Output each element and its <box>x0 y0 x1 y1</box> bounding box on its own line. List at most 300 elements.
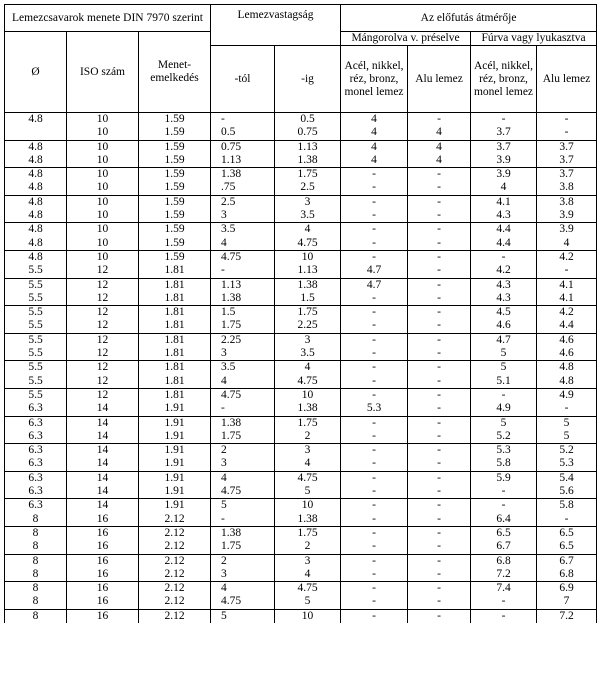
table-row <box>5 540 597 554</box>
cell-iso-number: 16 <box>67 568 139 582</box>
cell-alu-rolled: - <box>408 361 471 375</box>
cell-steel-drilled: 5.1 <box>471 375 537 389</box>
cell-thickness-to: 10 <box>275 499 341 513</box>
cell-thickness-from: 2 <box>211 554 275 568</box>
cell-thickness-from: 3 <box>211 209 275 223</box>
cell-thickness-to: 3 <box>275 554 341 568</box>
cell-thickness-to: 3 <box>275 333 341 347</box>
table-row <box>5 361 597 375</box>
cell-alu-drilled: 6.5 <box>537 526 597 540</box>
cell-diameter: 4.8 <box>5 113 67 127</box>
cell-alu-drilled: 6.5 <box>537 540 597 554</box>
cell-thread-pitch: 1.59 <box>139 250 211 264</box>
cell-thread-pitch: 1.59 <box>139 195 211 209</box>
cell-iso-number: 16 <box>67 526 139 540</box>
header-thread-pitch: Menet-emelkedés <box>139 32 211 113</box>
cell-diameter: 6.3 <box>5 444 67 458</box>
cell-alu-rolled: - <box>408 582 471 596</box>
table-row <box>5 278 597 292</box>
cell-steel-drilled: 4.1 <box>471 195 537 209</box>
cell-steel-drilled: 3.7 <box>471 140 537 154</box>
cell-steel-drilled: 4.4 <box>471 237 537 251</box>
cell-diameter: 4.8 <box>5 168 67 182</box>
cell-thickness-from: 1.75 <box>211 540 275 554</box>
cell-alu-rolled: - <box>408 388 471 402</box>
cell-thickness-to: 1.38 <box>275 402 341 416</box>
header-predrill-group: Az előfutás átmérője <box>341 5 597 32</box>
header-alu-drilled: Alu lemez <box>537 46 597 113</box>
cell-thickness-to: 0.75 <box>275 126 341 140</box>
cell-alu-drilled: - <box>537 513 597 527</box>
cell-diameter: 5.5 <box>5 375 67 389</box>
cell-alu-drilled: 3.7 <box>537 140 597 154</box>
cell-thickness-from: 3 <box>211 347 275 361</box>
cell-alu-drilled: 4.8 <box>537 375 597 389</box>
table-body <box>5 113 597 623</box>
cell-thickness-to: 4.75 <box>275 582 341 596</box>
header-rolled-subgroup: Mángorolva v. préselve <box>341 32 471 46</box>
cell-iso-number: 14 <box>67 444 139 458</box>
cell-diameter: 4.8 <box>5 209 67 223</box>
table-row <box>5 513 597 527</box>
cell-iso-number: 12 <box>67 388 139 402</box>
cell-thread-pitch: 1.81 <box>139 333 211 347</box>
cell-steel-drilled: - <box>471 595 537 609</box>
cell-steel-drilled: 5 <box>471 361 537 375</box>
cell-thickness-to: 3.5 <box>275 209 341 223</box>
cell-thickness-from: 4.75 <box>211 595 275 609</box>
cell-diameter <box>5 126 67 140</box>
cell-alu-rolled: 4 <box>408 154 471 168</box>
cell-diameter: 4.8 <box>5 154 67 168</box>
cell-diameter: 6.3 <box>5 457 67 471</box>
cell-alu-rolled: - <box>408 113 471 127</box>
cell-thread-pitch: 1.81 <box>139 375 211 389</box>
cell-steel-rolled: 4.7 <box>341 264 408 278</box>
cell-thread-pitch: 1.81 <box>139 347 211 361</box>
table-row <box>5 154 597 168</box>
cell-alu-rolled: - <box>408 499 471 513</box>
cell-steel-drilled: - <box>471 485 537 499</box>
cell-thickness-from: - <box>211 113 275 127</box>
cell-steel-rolled: 4 <box>341 154 408 168</box>
cell-iso-number: 16 <box>67 595 139 609</box>
cell-alu-rolled: - <box>408 526 471 540</box>
cell-thickness-to: 5 <box>275 485 341 499</box>
table-row <box>5 595 597 609</box>
cell-alu-drilled: - <box>537 126 597 140</box>
cell-steel-drilled: 5.8 <box>471 457 537 471</box>
cell-iso-number: 14 <box>67 471 139 485</box>
cell-thickness-from: 4 <box>211 375 275 389</box>
header-steel-rolled: Acél, nikkel, réz, bronz, monel lemez <box>341 46 408 113</box>
cell-iso-number: 10 <box>67 250 139 264</box>
cell-diameter: 8 <box>5 595 67 609</box>
cell-thickness-from: 0.5 <box>211 126 275 140</box>
cell-iso-number: 12 <box>67 306 139 320</box>
cell-thread-pitch: 1.59 <box>139 113 211 127</box>
cell-thickness-to: 0.5 <box>275 113 341 127</box>
cell-diameter: 5.5 <box>5 306 67 320</box>
cell-diameter: 6.3 <box>5 430 67 444</box>
cell-diameter: 6.3 <box>5 485 67 499</box>
cell-steel-drilled: - <box>471 250 537 264</box>
cell-thickness-to: 2 <box>275 430 341 444</box>
cell-steel-rolled: - <box>341 181 408 195</box>
cell-steel-drilled: 6.8 <box>471 554 537 568</box>
cell-steel-drilled: 5.2 <box>471 430 537 444</box>
cell-alu-drilled: 5 <box>537 416 597 430</box>
cell-thread-pitch: 2.12 <box>139 582 211 596</box>
header-thickness-to: -ig <box>275 46 341 113</box>
cell-steel-rolled: - <box>341 554 408 568</box>
cell-diameter: 4.8 <box>5 237 67 251</box>
cell-thickness-from: 5 <box>211 609 275 623</box>
cell-steel-rolled: - <box>341 292 408 306</box>
cell-thread-pitch: 1.59 <box>139 181 211 195</box>
cell-steel-rolled: - <box>341 609 408 623</box>
cell-diameter: 8 <box>5 582 67 596</box>
header-steel-drilled: Acél, nikkel, réz, bronz, monel lemez <box>471 46 537 113</box>
table-row <box>5 319 597 333</box>
cell-thickness-from: 2.5 <box>211 195 275 209</box>
cell-iso-number: 12 <box>67 264 139 278</box>
header-thickness-from: -tól <box>211 46 275 113</box>
cell-iso-number: 16 <box>67 540 139 554</box>
cell-alu-rolled: 4 <box>408 140 471 154</box>
cell-alu-rolled: - <box>408 195 471 209</box>
cell-thread-pitch: 2.12 <box>139 540 211 554</box>
cell-alu-drilled: 4.1 <box>537 278 597 292</box>
cell-steel-rolled: - <box>341 444 408 458</box>
cell-alu-drilled: 4.2 <box>537 306 597 320</box>
cell-steel-drilled: 5.3 <box>471 444 537 458</box>
cell-thickness-to: 4.75 <box>275 471 341 485</box>
cell-thread-pitch: 1.91 <box>139 485 211 499</box>
cell-thickness-to: 1.13 <box>275 264 341 278</box>
cell-alu-drilled: 4.8 <box>537 361 597 375</box>
cell-diameter: 6.3 <box>5 471 67 485</box>
table-row <box>5 430 597 444</box>
cell-thickness-to: 1.13 <box>275 140 341 154</box>
cell-thickness-from: 1.75 <box>211 319 275 333</box>
cell-steel-rolled: - <box>341 375 408 389</box>
cell-steel-rolled: - <box>341 416 408 430</box>
cell-iso-number: 14 <box>67 402 139 416</box>
cell-diameter: 4.8 <box>5 195 67 209</box>
cell-steel-rolled: - <box>341 540 408 554</box>
cell-thread-pitch: 1.81 <box>139 306 211 320</box>
cell-steel-rolled: - <box>341 347 408 361</box>
cell-thread-pitch: 2.12 <box>139 595 211 609</box>
cell-alu-rolled: - <box>408 264 471 278</box>
cell-thread-pitch: 1.59 <box>139 209 211 223</box>
cell-thickness-from: 1.38 <box>211 526 275 540</box>
cell-alu-drilled: 5 <box>537 430 597 444</box>
cell-alu-rolled: - <box>408 278 471 292</box>
table-row <box>5 333 597 347</box>
table-row <box>5 264 597 278</box>
cell-iso-number: 16 <box>67 513 139 527</box>
header-thickness-group: Lemezvastagság <box>211 5 341 46</box>
cell-thread-pitch: 1.91 <box>139 430 211 444</box>
cell-alu-drilled: 6.7 <box>537 554 597 568</box>
cell-thickness-from: 4.75 <box>211 250 275 264</box>
cell-alu-drilled: - <box>537 113 597 127</box>
cell-alu-rolled: - <box>408 223 471 237</box>
cell-steel-drilled: 6.5 <box>471 526 537 540</box>
cell-steel-drilled: - <box>471 388 537 402</box>
cell-thickness-from: 3 <box>211 457 275 471</box>
cell-steel-drilled: 4.6 <box>471 319 537 333</box>
cell-iso-number: 14 <box>67 485 139 499</box>
cell-iso-number: 10 <box>67 195 139 209</box>
cell-steel-rolled: - <box>341 237 408 251</box>
cell-thread-pitch: 1.81 <box>139 361 211 375</box>
cell-steel-rolled: - <box>341 168 408 182</box>
cell-thread-pitch: 1.91 <box>139 471 211 485</box>
cell-steel-rolled: 4.7 <box>341 278 408 292</box>
cell-diameter: 6.3 <box>5 499 67 513</box>
table-row <box>5 526 597 540</box>
cell-thickness-to: 4 <box>275 223 341 237</box>
cell-steel-rolled: - <box>341 361 408 375</box>
cell-diameter: 8 <box>5 554 67 568</box>
cell-iso-number: 10 <box>67 209 139 223</box>
table-row <box>5 140 597 154</box>
cell-thickness-from: 3 <box>211 568 275 582</box>
cell-thickness-from: 0.75 <box>211 140 275 154</box>
cell-diameter: 5.5 <box>5 278 67 292</box>
cell-diameter: 8 <box>5 513 67 527</box>
table-row <box>5 306 597 320</box>
table-row <box>5 168 597 182</box>
cell-steel-drilled: 5.9 <box>471 471 537 485</box>
cell-thickness-from: 3.5 <box>211 223 275 237</box>
cell-thickness-to: 4 <box>275 361 341 375</box>
cell-thread-pitch: 2.12 <box>139 609 211 623</box>
cell-steel-drilled: 4.3 <box>471 278 537 292</box>
table-row <box>5 582 597 596</box>
cell-iso-number: 14 <box>67 457 139 471</box>
table-row <box>5 126 597 140</box>
cell-iso-number: 10 <box>67 237 139 251</box>
cell-steel-rolled: - <box>341 333 408 347</box>
cell-thickness-to: 10 <box>275 250 341 264</box>
cell-iso-number: 16 <box>67 609 139 623</box>
cell-thickness-from: 1.5 <box>211 306 275 320</box>
cell-thickness-to: 2 <box>275 540 341 554</box>
cell-steel-drilled: 7.2 <box>471 568 537 582</box>
cell-alu-rolled: - <box>408 375 471 389</box>
header-iso-number: ISO szám <box>67 32 139 113</box>
table-row <box>5 444 597 458</box>
cell-diameter: 6.3 <box>5 416 67 430</box>
cell-thickness-to: 4 <box>275 568 341 582</box>
cell-thickness-to: 1.38 <box>275 278 341 292</box>
cell-iso-number: 16 <box>67 582 139 596</box>
cell-thickness-from: - <box>211 264 275 278</box>
cell-steel-drilled: - <box>471 113 537 127</box>
cell-alu-drilled: 4.1 <box>537 292 597 306</box>
cell-steel-drilled: 4.5 <box>471 306 537 320</box>
cell-alu-rolled: - <box>408 568 471 582</box>
cell-thickness-from: 1.13 <box>211 278 275 292</box>
cell-alu-drilled: 5.6 <box>537 485 597 499</box>
cell-steel-rolled: - <box>341 457 408 471</box>
cell-thickness-from: 1.38 <box>211 416 275 430</box>
cell-alu-drilled: 3.8 <box>537 181 597 195</box>
cell-thread-pitch: 1.91 <box>139 444 211 458</box>
cell-alu-drilled: 6.8 <box>537 568 597 582</box>
table-row <box>5 609 597 623</box>
cell-thickness-to: 1.38 <box>275 513 341 527</box>
table-row <box>5 237 597 251</box>
cell-thickness-from: 5 <box>211 499 275 513</box>
cell-diameter: 8 <box>5 540 67 554</box>
header-thread-group: Lemezcsavarok menete DIN 7970 szerint <box>5 5 211 32</box>
cell-thickness-to: 2.25 <box>275 319 341 333</box>
cell-alu-rolled: - <box>408 554 471 568</box>
cell-steel-drilled: 3.9 <box>471 168 537 182</box>
cell-steel-drilled: 3.7 <box>471 126 537 140</box>
table-row <box>5 485 597 499</box>
cell-thickness-to: 4 <box>275 457 341 471</box>
cell-diameter: 5.5 <box>5 388 67 402</box>
cell-thread-pitch: 2.12 <box>139 554 211 568</box>
table-row <box>5 402 597 416</box>
table-row <box>5 499 597 513</box>
table-row <box>5 375 597 389</box>
cell-diameter: 8 <box>5 568 67 582</box>
table-row <box>5 209 597 223</box>
table-row <box>5 223 597 237</box>
cell-thread-pitch: 1.81 <box>139 292 211 306</box>
cell-alu-rolled: - <box>408 333 471 347</box>
cell-thickness-from: 2 <box>211 444 275 458</box>
cell-thickness-from: 4.75 <box>211 485 275 499</box>
cell-steel-rolled: - <box>341 306 408 320</box>
table-row <box>5 195 597 209</box>
cell-alu-rolled: - <box>408 513 471 527</box>
cell-iso-number: 10 <box>67 154 139 168</box>
table-row <box>5 568 597 582</box>
cell-alu-rolled: - <box>408 181 471 195</box>
cell-thread-pitch: 1.81 <box>139 319 211 333</box>
cell-steel-drilled: 3.9 <box>471 154 537 168</box>
cell-thickness-to: 1.75 <box>275 306 341 320</box>
cell-diameter: 5.5 <box>5 319 67 333</box>
cell-diameter: 8 <box>5 609 67 623</box>
cell-thickness-to: 3 <box>275 195 341 209</box>
cell-alu-rolled: - <box>408 306 471 320</box>
cell-steel-drilled: 6.4 <box>471 513 537 527</box>
cell-iso-number: 12 <box>67 333 139 347</box>
cell-alu-rolled: - <box>408 457 471 471</box>
table-row <box>5 292 597 306</box>
cell-steel-rolled: - <box>341 388 408 402</box>
cell-thickness-from: - <box>211 513 275 527</box>
cell-diameter: 8 <box>5 526 67 540</box>
cell-steel-drilled: 4.9 <box>471 402 537 416</box>
cell-thickness-from: 4 <box>211 471 275 485</box>
cell-steel-drilled: - <box>471 499 537 513</box>
cell-iso-number: 14 <box>67 416 139 430</box>
cell-alu-rolled: - <box>408 540 471 554</box>
cell-alu-rolled: - <box>408 250 471 264</box>
cell-thickness-to: 1.75 <box>275 416 341 430</box>
cell-alu-drilled: 3.9 <box>537 223 597 237</box>
cell-iso-number: 16 <box>67 554 139 568</box>
cell-thickness-to: 1.75 <box>275 168 341 182</box>
cell-alu-rolled: - <box>408 416 471 430</box>
cell-thickness-to: 1.75 <box>275 526 341 540</box>
cell-thread-pitch: 1.91 <box>139 402 211 416</box>
cell-alu-drilled: 5.4 <box>537 471 597 485</box>
cell-thickness-to: 2.5 <box>275 181 341 195</box>
cell-steel-drilled: 4.7 <box>471 333 537 347</box>
cell-steel-rolled: - <box>341 568 408 582</box>
cell-thread-pitch: 1.59 <box>139 126 211 140</box>
cell-steel-rolled: - <box>341 485 408 499</box>
cell-alu-drilled: - <box>537 264 597 278</box>
cell-thread-pitch: 1.59 <box>139 223 211 237</box>
cell-alu-drilled: - <box>537 402 597 416</box>
cell-thickness-to: 3 <box>275 444 341 458</box>
cell-thread-pitch: 1.81 <box>139 264 211 278</box>
cell-alu-rolled: - <box>408 444 471 458</box>
cell-steel-drilled: 4.4 <box>471 223 537 237</box>
cell-steel-rolled: - <box>341 582 408 596</box>
cell-iso-number: 10 <box>67 168 139 182</box>
cell-steel-rolled: 5.3 <box>341 402 408 416</box>
table-row <box>5 181 597 195</box>
cell-thickness-to: 10 <box>275 388 341 402</box>
cell-steel-drilled: 6.7 <box>471 540 537 554</box>
cell-thickness-to: 4.75 <box>275 375 341 389</box>
cell-thread-pitch: 1.59 <box>139 168 211 182</box>
table-row <box>5 250 597 264</box>
cell-iso-number: 10 <box>67 140 139 154</box>
cell-thickness-from: - <box>211 402 275 416</box>
cell-alu-rolled: - <box>408 237 471 251</box>
cell-thread-pitch: 2.12 <box>139 568 211 582</box>
cell-alu-rolled: - <box>408 319 471 333</box>
cell-steel-rolled: - <box>341 319 408 333</box>
cell-alu-drilled: 3.7 <box>537 168 597 182</box>
cell-thread-pitch: 1.81 <box>139 388 211 402</box>
cell-thickness-from: .75 <box>211 181 275 195</box>
cell-thickness-to: 10 <box>275 609 341 623</box>
cell-alu-rolled: - <box>408 402 471 416</box>
cell-thread-pitch: 1.91 <box>139 499 211 513</box>
cell-diameter: 4.8 <box>5 181 67 195</box>
cell-steel-rolled: - <box>341 499 408 513</box>
cell-thickness-from: 1.38 <box>211 168 275 182</box>
cell-steel-rolled: - <box>341 195 408 209</box>
cell-iso-number: 14 <box>67 430 139 444</box>
cell-diameter: 4.8 <box>5 250 67 264</box>
cell-alu-rolled: 4 <box>408 126 471 140</box>
cell-alu-drilled: 5.8 <box>537 499 597 513</box>
cell-thickness-to: 1.38 <box>275 154 341 168</box>
cell-steel-rolled: - <box>341 595 408 609</box>
cell-alu-rolled: - <box>408 168 471 182</box>
cell-thickness-to: 4.75 <box>275 237 341 251</box>
cell-iso-number: 12 <box>67 375 139 389</box>
cell-diameter: 5.5 <box>5 264 67 278</box>
cell-alu-rolled: - <box>408 209 471 223</box>
